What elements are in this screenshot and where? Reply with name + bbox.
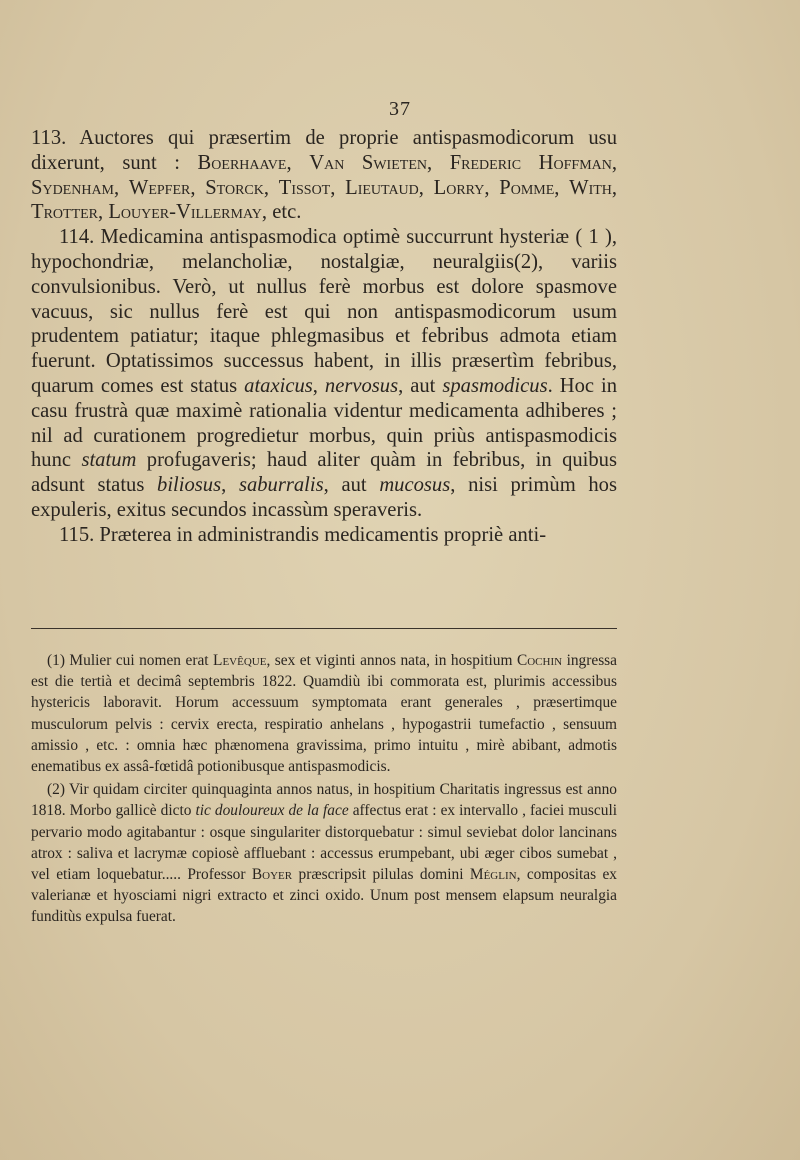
text-run: , — [286, 151, 310, 174]
author-name: Sydenham — [31, 176, 115, 199]
text-run: 115. Præterea in administrandis medicamentis propriè anti- — [59, 523, 547, 546]
paragraph-115 — [31, 523, 617, 548]
paragraph-113 — [31, 126, 617, 225]
author-name: Lorry — [433, 176, 485, 199]
text-run: , — [554, 176, 570, 199]
author-name: Frederic Hoffman — [449, 151, 612, 174]
text-run: affectus erat : ex intervallo , faciei musculi pervario modo agitabantur : osque singulariter distorquebatur : simul seviebat dolor lancinans atrox : saliva et lacrymæ copiosè affluebant : accessus erumpebant, ubi æger cibos sumebat , vel etiam loquebatur..... Professor — [31, 802, 617, 884]
text-run: , — [221, 474, 239, 497]
text-run: , nisi primùm hos expuleris, exitus secundos incassùm speraveris. — [31, 474, 617, 521]
text-run: , aut — [323, 474, 380, 497]
author-name: Storck — [205, 176, 264, 199]
footnote-2 — [31, 779, 617, 927]
text-run: , — [484, 176, 500, 199]
footnote-1 — [31, 650, 617, 777]
italic-term: saburralis — [238, 474, 324, 497]
text-run: , — [98, 201, 109, 224]
text-run: , sex et viginti annos nata, in hospitium — [266, 652, 517, 669]
text-run: præscripsit pilulas domini — [292, 866, 470, 884]
italic-term: statum — [81, 449, 137, 472]
paragraph-114 — [31, 225, 617, 523]
text-run: , etc. — [261, 201, 302, 224]
text-run: , — [263, 176, 279, 199]
text-run: . Hoc in casu frustrà quæ maximè rationalia videntur medicamenta adhiberes ; nil ad curationem progredietur morbus, quin priùs antispasmodicis hunc — [31, 374, 618, 472]
text-run: , — [426, 151, 450, 174]
text-run: ingressa est die tertià et decimâ septembris 1822. Quamdiù ibi commorata est, plurimis accessibus hystericis laboravit. Horum accessuum symptomata erant generales , præsertimque musculorum pelvis : cervix erecta, respiratio anhelans , hypogastrii tumefactio , sensuum amissio , etc. : omnia hæc phænomena gravissima, primo intuitu , mirè abibant, admotis enematibus ex assâ-fœtidâ potionibusque antispasmodicis. — [31, 652, 618, 776]
text-run: , — [114, 176, 129, 199]
author-name: Wepfer — [128, 176, 191, 199]
main-text — [31, 126, 617, 548]
text-run: , — [611, 176, 618, 199]
italic-term: tic douloureux de la face — [195, 802, 349, 820]
text-run: (1) Mulier cui nomen erat — [47, 652, 214, 669]
person-name: Levêque — [213, 652, 267, 669]
footnotes — [31, 650, 617, 928]
author-name: Tissot — [278, 176, 331, 199]
text-run: , — [312, 374, 325, 397]
page-number: 37 — [389, 98, 411, 120]
italic-term: mucosus — [379, 474, 451, 497]
italic-term: nervosus — [324, 374, 399, 397]
text-run: , — [611, 151, 618, 174]
author-name: Lieutaud — [345, 176, 419, 199]
text-run: 114. Medicamina antispasmodica optimè succurrunt hysteriæ ( 1 ), hypochondriæ, melancholiæ, nostalgiæ, neuralgiis(2), variis convulsionibus. Verò, ut nullus ferè morbus est dolore spasmove vacuus, sic nullus ferè est qui non antispasmodicorum usum prudentem patiatur; itaque phlegmasibus et febribus admota etiam fuerunt. Optatissimos successus habent, in illis præsertìm febribus, quarum comes est status — [31, 226, 617, 397]
text-run: , — [330, 176, 346, 199]
author-name: Pomme — [499, 176, 555, 199]
text-run: , — [190, 176, 206, 199]
text-run: 113. Auctores qui præsertim de proprie antispasmodicorum usu dixerunt, sunt : — [31, 127, 617, 174]
text-run: , compositas ex valerianæ et hyosciami nigri extracto et zinci oxido. Unum post mensem elapsum neuralgia funditùs expulsa fuerat. — [31, 866, 617, 926]
author-name: With — [569, 176, 612, 199]
author-name: Louyer-Villermay — [108, 201, 262, 224]
text-run: profugaveris; haud aliter quàm in febribus, in quibus adsunt status — [31, 449, 617, 497]
text-run: , aut — [398, 374, 443, 397]
italic-term: spasmodicus — [442, 374, 548, 397]
italic-term: ataxicus — [244, 374, 313, 397]
text-run: (2) Vir quidam circiter quinquaginta annos natus, in hospitium Charitatis ingressus est anno 1818. Morbo gallicè dicto — [31, 781, 617, 820]
author-name: Van Swieten — [309, 151, 427, 174]
text-run: , — [418, 176, 434, 199]
person-name: Méglin — [469, 866, 517, 884]
person-name: Boyer — [251, 866, 293, 884]
italic-term: biliosus — [157, 474, 222, 497]
author-name: Boerhaave — [197, 151, 287, 174]
footnote-separator-rule — [31, 628, 617, 629]
hospital-name: Cochin — [516, 652, 563, 669]
author-name: Trotter — [31, 201, 99, 224]
